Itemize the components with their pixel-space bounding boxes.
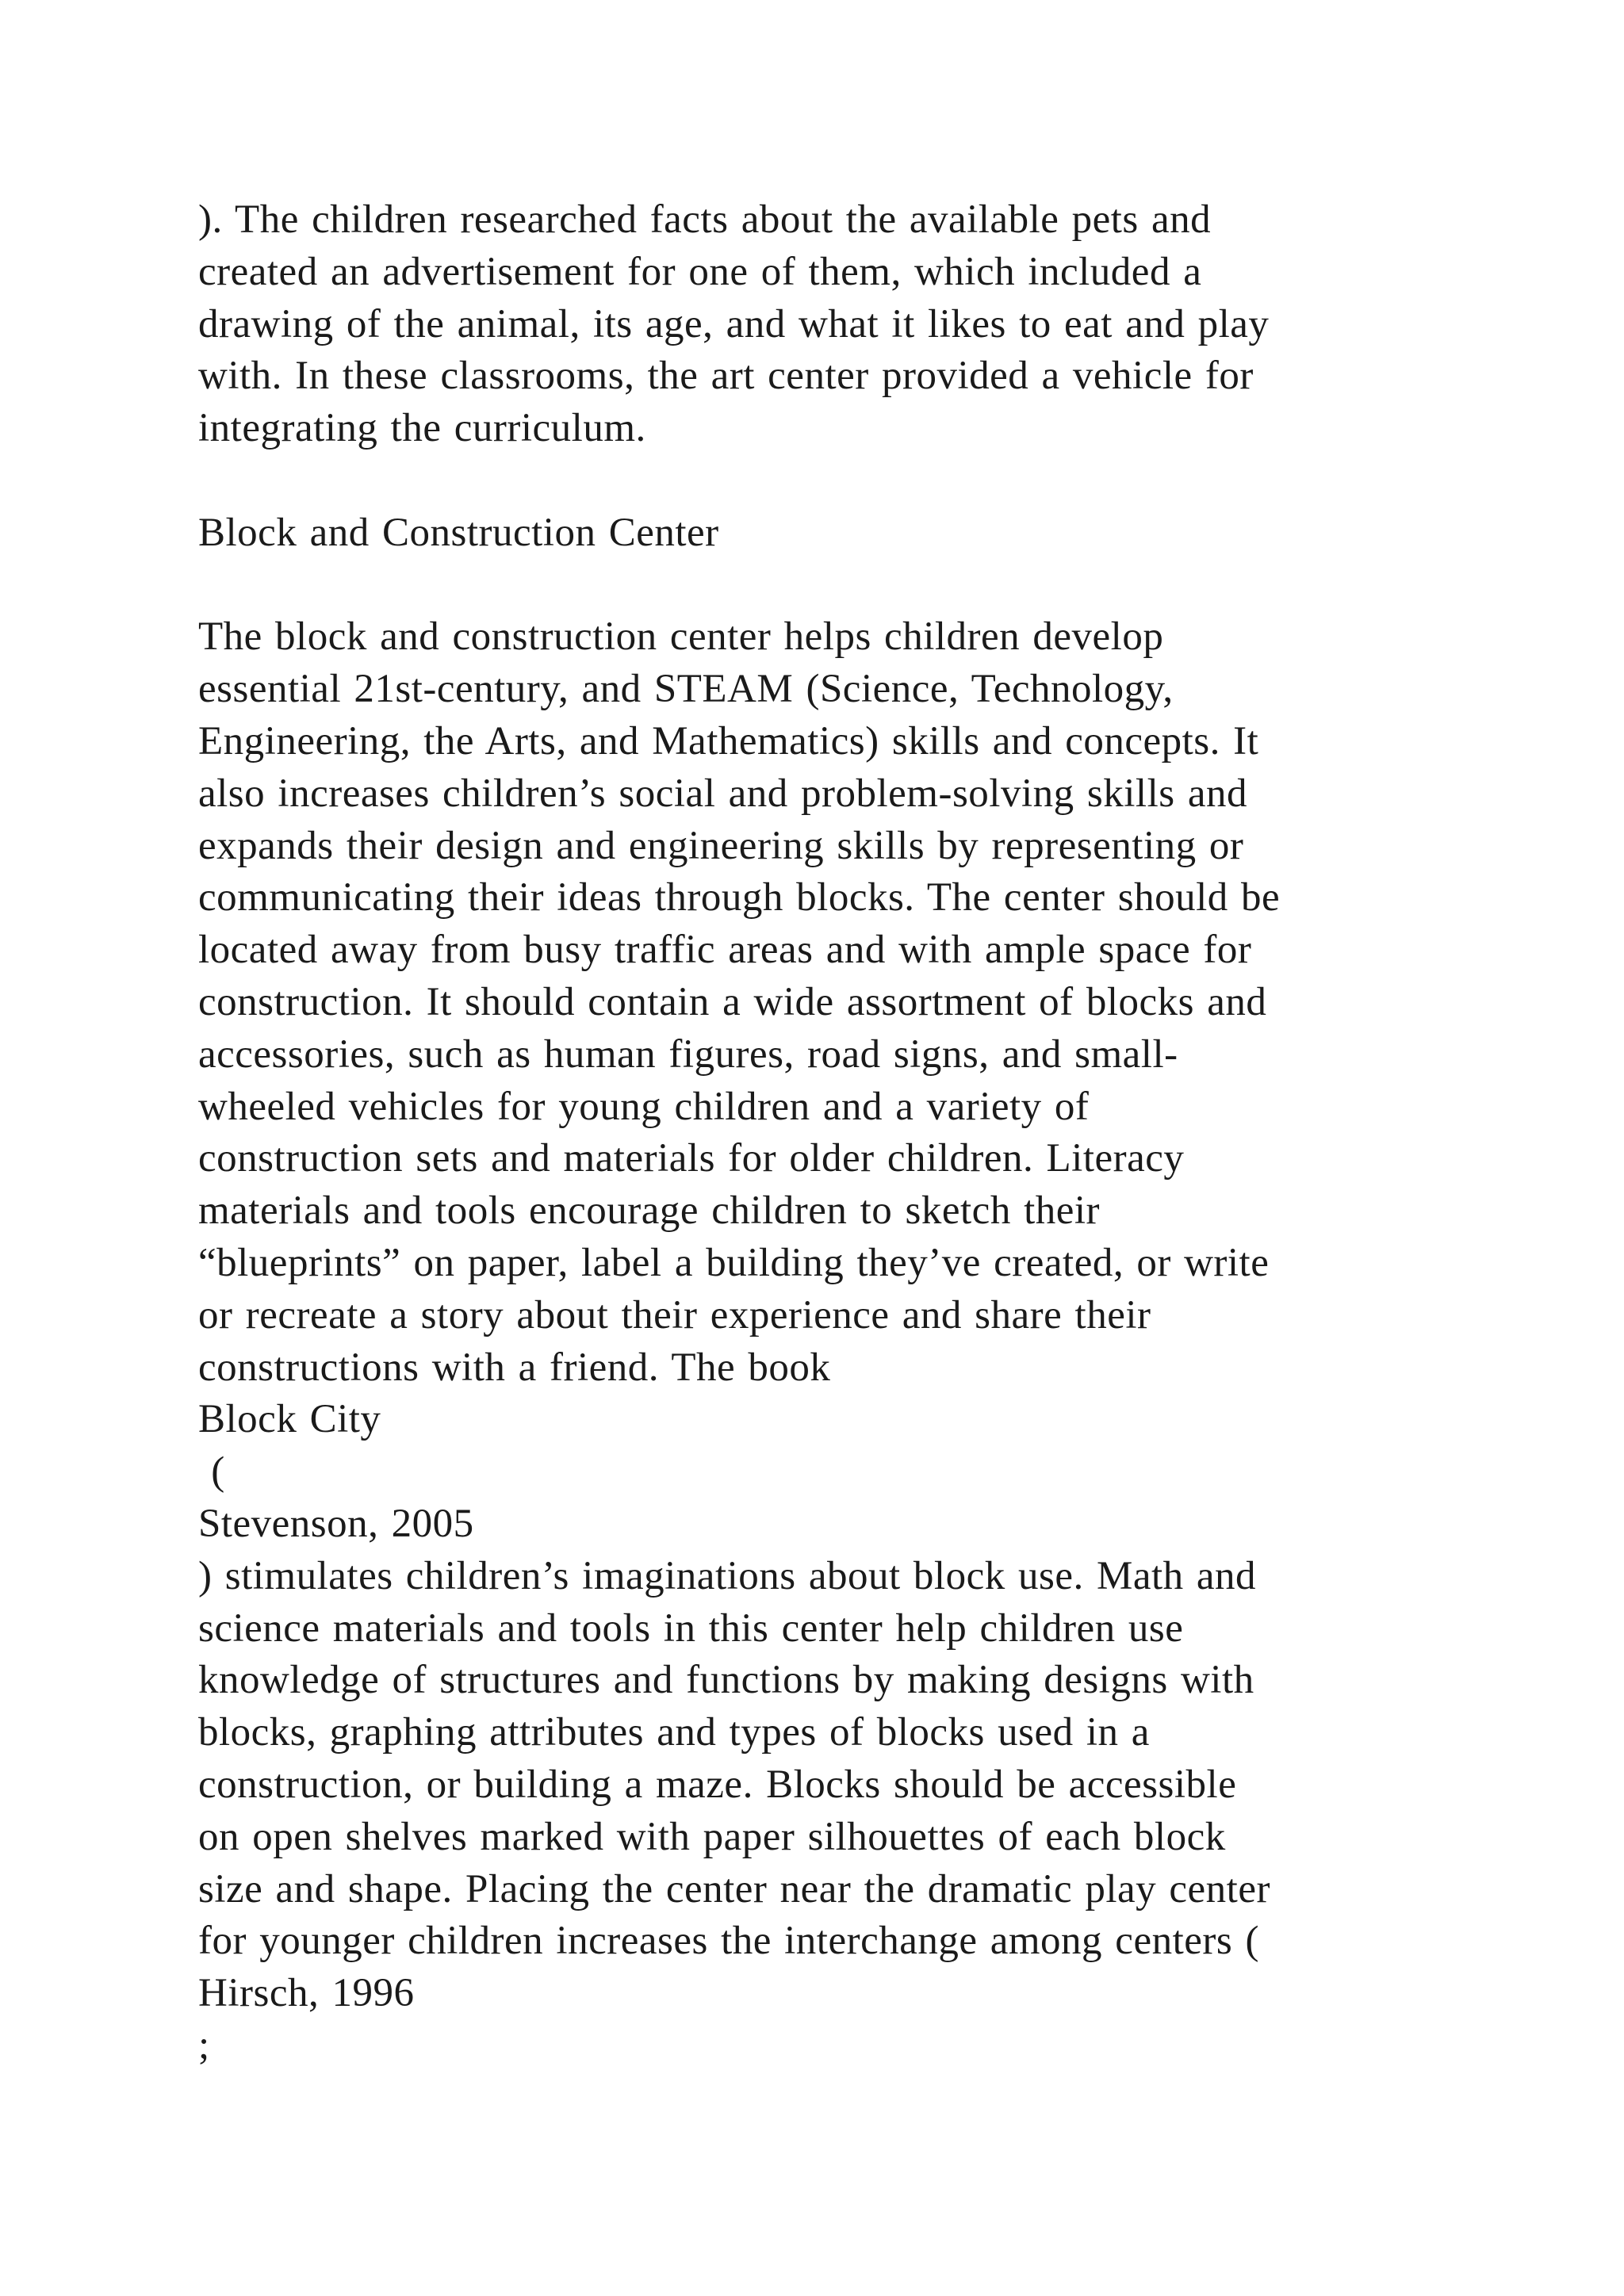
- text-line: ). The children researched facts about the available pets and: [198, 197, 1212, 242]
- text-line: for younger children increases the interchange among centers (: [198, 1919, 1259, 1964]
- text-line: or recreate a story about their experience and share their: [198, 1292, 1151, 1337]
- text-line: The block and construction center helps children develop: [198, 614, 1164, 660]
- text-line: “blueprints” on paper, label a building they’ve created, or write: [198, 1240, 1270, 1285]
- text-line: wheeled vehicles for young children and a variety of: [198, 1084, 1090, 1129]
- paragraph-spacer: [198, 560, 1435, 612]
- document-body: [198, 194, 1435, 2072]
- text-line: drawing of the animal, its age, and what it likes to eat and play: [198, 301, 1270, 346]
- text-line: constructions with a friend. The book: [198, 1345, 831, 1390]
- text-line: materials and tools encourage children to sketch their: [198, 1188, 1101, 1234]
- text-line: with. In these classrooms, the art center provided a vehicle for: [198, 354, 1254, 399]
- citation-separator: ;: [198, 2022, 210, 2068]
- text-line: communicating their ideas through blocks. The center should be: [198, 875, 1281, 920]
- text-line: on open shelves marked with paper silhouettes of each block: [198, 1814, 1226, 1859]
- text-line: created an advertisement for one of them, which included a: [198, 249, 1202, 294]
- text-line: located away from busy traffic areas and with ample space for: [198, 928, 1252, 973]
- citation-open-paren: (: [198, 1449, 225, 1494]
- text-line: knowledge of structures and functions by making designs with: [198, 1658, 1254, 1703]
- paragraph: [198, 611, 1435, 2072]
- text-line: size and shape. Placing the center near the dramatic play center: [198, 1866, 1270, 1911]
- book-title: Block City: [198, 1397, 381, 1442]
- citation-reference: Hirsch, 1996: [198, 1971, 415, 2016]
- citation-reference: Stevenson, 2005: [198, 1501, 474, 1546]
- text-line: Engineering, the Arts, and Mathematics) skills and concepts. It: [198, 718, 1259, 763]
- paragraph: [198, 194, 1435, 455]
- text-line: accessories, such as human figures, road signs, and small-: [198, 1031, 1178, 1077]
- text-line: science materials and tools in this center help children use: [198, 1605, 1184, 1651]
- section-heading: Block and Construction Center: [198, 510, 719, 555]
- text-line: essential 21st-century, and STEAM (Science, Technology,: [198, 667, 1174, 712]
- paragraph-spacer: [198, 455, 1435, 507]
- text-line: construction sets and materials for older children. Literacy: [198, 1136, 1185, 1181]
- text-line: expands their design and engineering skills by representing or: [198, 823, 1244, 868]
- text-line: integrating the curriculum.: [198, 406, 646, 451]
- text-line: construction, or building a maze. Blocks should be accessible: [198, 1762, 1237, 1807]
- text-line: blocks, graphing attributes and types of blocks used in a: [198, 1710, 1150, 1755]
- text-line: also increases children’s social and problem-solving skills and: [198, 771, 1247, 816]
- text-line: ) stimulates children’s imaginations about block use. Math and: [198, 1553, 1257, 1598]
- text-line: construction. It should contain a wide assortment of blocks and: [198, 979, 1267, 1024]
